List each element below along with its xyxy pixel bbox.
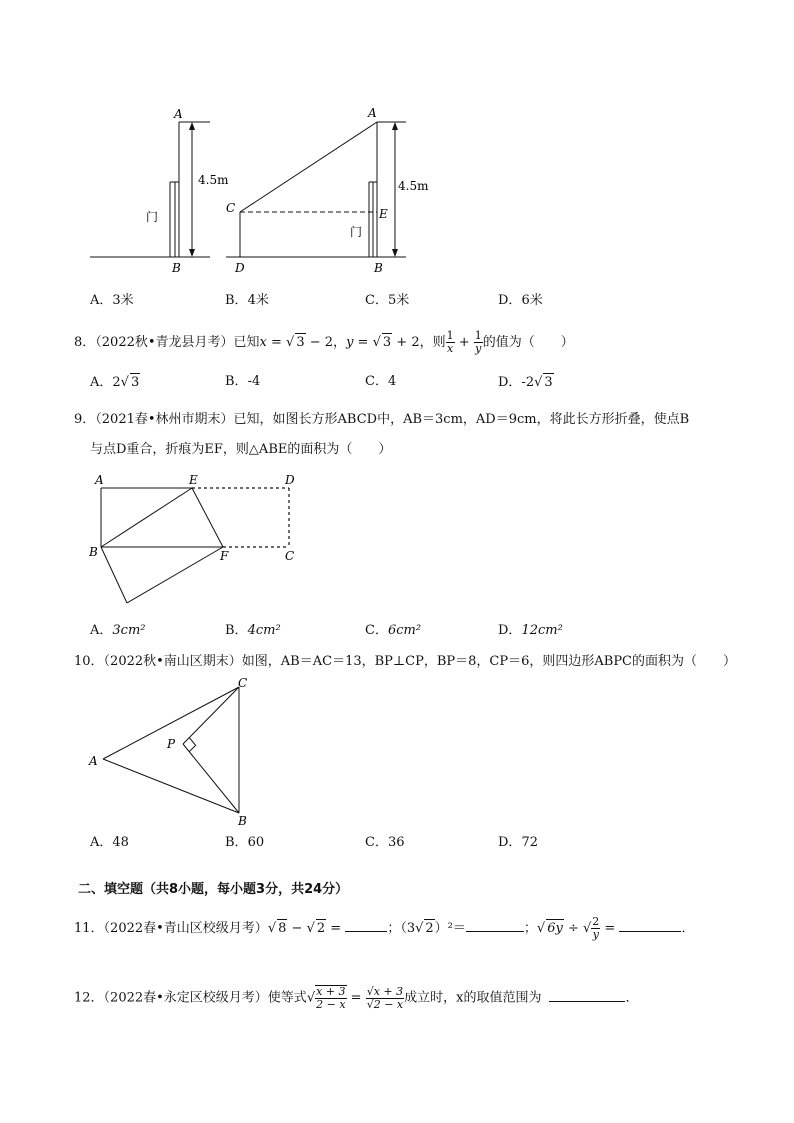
q8-stem: 8．（2022秋•青龙县月考）已知x = √ 3 − 2，y = √ 3 + 2，则 $\frac{1}{x}$ + $\frac{1}{y}$ 的值为（ ） xyxy=(74,329,574,355)
q7-left-label-a: A xyxy=(174,107,183,121)
q9-option-a[interactable]: A．3cm² xyxy=(90,623,146,638)
q11-stem: 11．（2022春•青山区校级月考）√ 8 − √ 2 = ；（3√ 2）²＝ ；√ 6y ÷ √ $\frac{2}{y}$ = ． xyxy=(74,915,695,941)
q12-stem: 12．（2022春•永定区校级月考）使等式√ $\frac{x + 3}{2 - x}$ = $\frac{√x + 3}{√2 - x}$ 成立时，x的取值范围为 ． xyxy=(74,984,639,1011)
q11-blank-2[interactable] xyxy=(466,931,524,932)
q7-figure-right xyxy=(220,100,429,280)
q9-label-c: C xyxy=(285,549,295,563)
q7-right-label-b: B xyxy=(374,261,383,275)
q7-option-c[interactable]: C．5米 xyxy=(365,293,410,308)
q8-option-d[interactable]: D．-2√ 3 xyxy=(498,375,553,390)
q10-stem: 10．（2022秋•南山区期末）如图，AB＝AC＝13，BP⊥CP，BP＝8，CP＝6，则四边形ABPC的面积为（ ） xyxy=(74,654,737,669)
q10-label-p: P xyxy=(167,737,176,751)
q10-figure xyxy=(85,675,265,828)
q11-blank-1[interactable] xyxy=(345,931,387,932)
q10-label-b: B xyxy=(238,814,247,828)
q8-option-b[interactable]: B．-4 xyxy=(225,374,261,389)
q7-left-label-b: B xyxy=(172,261,181,275)
q10-option-a[interactable]: A．48 xyxy=(90,835,129,850)
q10-label-a: A xyxy=(89,754,98,768)
q9-option-d[interactable]: D．12cm² xyxy=(498,623,563,638)
q7-right-label-d: D xyxy=(235,261,245,275)
q8-option-a[interactable]: A．2√ 3 xyxy=(90,375,140,390)
q7-left-door-label: 门 xyxy=(146,210,159,224)
q9-label-e: E xyxy=(189,473,198,487)
q10-option-d[interactable]: D．72 xyxy=(498,835,538,850)
q10-option-c[interactable]: C．36 xyxy=(365,835,405,850)
q7-right-label-a: A xyxy=(368,106,377,120)
q7-right-height-label: 4.5m xyxy=(398,179,429,193)
q7-left-height-label: 4.5m xyxy=(198,173,229,187)
q7-figure-left xyxy=(80,100,229,280)
q12-blank[interactable] xyxy=(549,1001,625,1002)
q9-option-c[interactable]: C．6cm² xyxy=(365,623,422,638)
q9-label-d: D xyxy=(285,473,295,487)
q7-option-a[interactable]: A．3米 xyxy=(90,293,134,308)
q7-right-label-e: E xyxy=(379,207,388,221)
q9-option-b[interactable]: B．4cm² xyxy=(225,623,281,638)
q8-option-c[interactable]: C．4 xyxy=(365,374,397,389)
q11-blank-3[interactable] xyxy=(619,931,681,932)
q7-option-b[interactable]: B．4米 xyxy=(225,293,269,308)
q10-option-b[interactable]: B．60 xyxy=(225,835,265,850)
q9-stem-line1: 9．（2021春•林州市期末）已知，如图长方形ABCD中，AB＝3cm，AD＝9cm，将此长方形折叠，使点B xyxy=(74,412,690,427)
q9-stem-line2: 与点D重合，折痕为EF，则△ABE的面积为（ ） xyxy=(90,442,392,457)
section-2-title: 二、填空题（共8小题，每小题3分，共24分） xyxy=(78,882,349,897)
q9-label-a: A xyxy=(95,473,104,487)
q7-option-d[interactable]: D．6米 xyxy=(498,293,543,308)
q7-right-label-c: C xyxy=(226,201,236,215)
q9-label-f: F xyxy=(220,549,229,563)
q9-label-b: B xyxy=(89,545,98,559)
q10-label-c: C xyxy=(238,676,248,690)
q7-right-door-label: 门 xyxy=(350,225,363,239)
q9-figure xyxy=(85,470,315,610)
